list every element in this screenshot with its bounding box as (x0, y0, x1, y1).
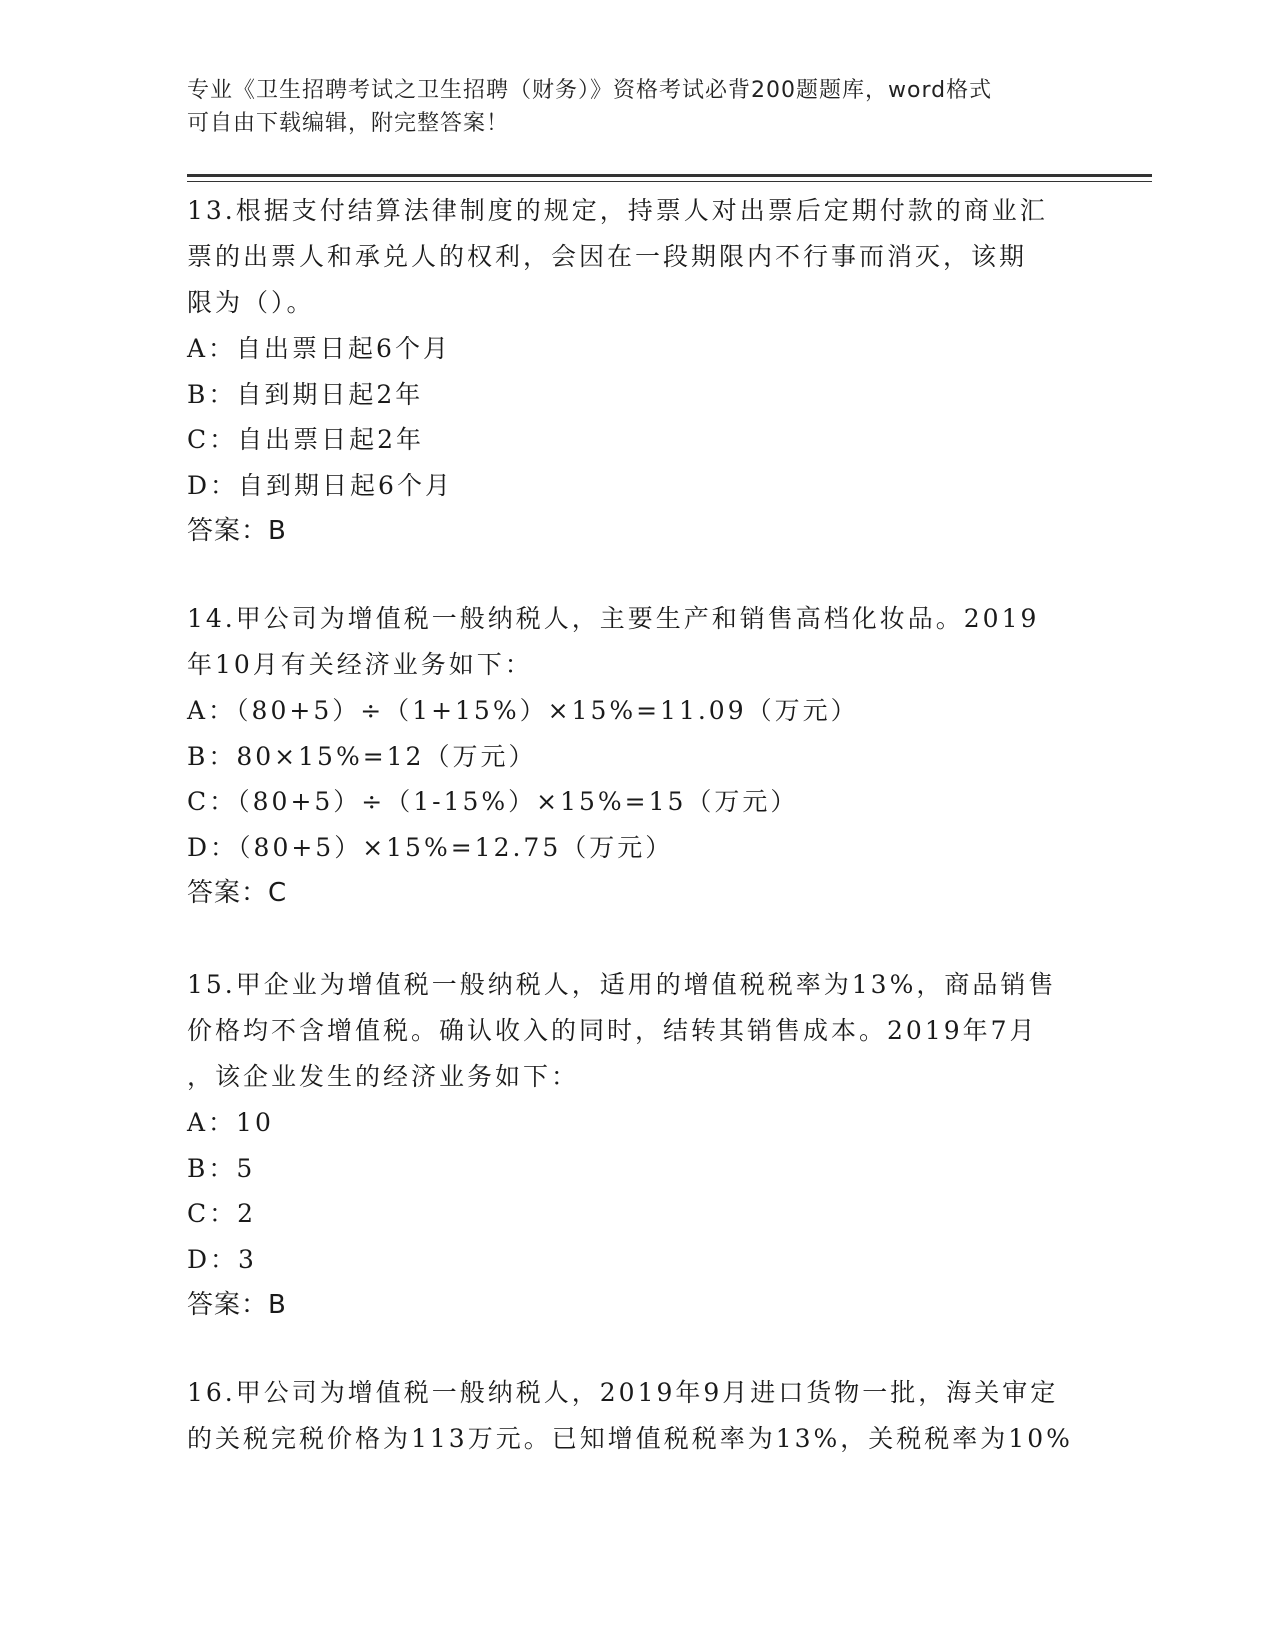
option-c: C：自出票日起2年 (187, 425, 425, 454)
question-13 (187, 188, 1087, 554)
answer-label: 答案：B (187, 1290, 287, 1320)
question-15 (187, 962, 1087, 1328)
option-c: C：（80+5）÷（1-15%）×15%=15（万元） (187, 787, 799, 816)
option-b: B：自到期日起2年 (187, 379, 424, 409)
question-stem-line: 年10月有关经济业务如下： (187, 650, 533, 679)
question-stem-line: 的关税完税价格为113万元。已知增值税税率为13%，关税税率为10% (187, 1424, 1073, 1453)
option-c: C：2 (187, 1199, 257, 1228)
option-b: B：5 (187, 1153, 256, 1183)
option-a: A：10 (187, 1108, 274, 1137)
option-b: B：80×15%=12（万元） (187, 741, 537, 771)
option-d: D：3 (187, 1244, 257, 1274)
question-stem-line: 价格均不含增值税。确认收入的同时，结转其销售成本。2019年7月 (187, 1016, 1038, 1045)
question-stem-line: 13.根据支付结算法律制度的规定，持票人对出票后定期付款的商业汇 (187, 196, 1048, 225)
option-d: D：自到期日起6个月 (187, 470, 453, 500)
answer-label: 答案：C (187, 878, 288, 908)
header-divider-thick (187, 174, 1152, 177)
question-stem-line: 14.甲公司为增值税一般纳税人，主要生产和销售高档化妆品。2019 (187, 604, 1040, 633)
question-14 (187, 596, 1087, 916)
question-stem-line: 15.甲企业为增值税一般纳税人，适用的增值税税率为13%，商品销售 (187, 970, 1057, 999)
question-stem-line: 16.甲公司为增值税一般纳税人，2019年9月进口货物一批，海关审定 (187, 1378, 1059, 1407)
option-d: D：（80+5）×15%=12.75（万元） (187, 832, 674, 862)
question-stem-line: ，该企业发生的经济业务如下： (187, 1062, 580, 1091)
question-16 (187, 1370, 1087, 1462)
question-stem-line: 票的出票人和承兑人的权利，会因在一段期限内不行事而消灭，该期 (187, 242, 1028, 271)
question-stem-line: 限为（）。 (187, 288, 315, 317)
answer-label: 答案：B (187, 516, 287, 546)
option-a: A：自出票日起6个月 (187, 334, 451, 363)
option-a: A：（80+5）÷（1+15%）×15%=11.09（万元） (187, 696, 859, 725)
header-line-2: 可自由下载编辑，附完整答案！ (187, 111, 510, 136)
header-divider-thin (187, 181, 1152, 182)
header-line-1: 专业《卫生招聘考试之卫生招聘（财务）》资格考试必背200题题库，word格式 (187, 78, 993, 103)
document-header (187, 74, 1087, 140)
